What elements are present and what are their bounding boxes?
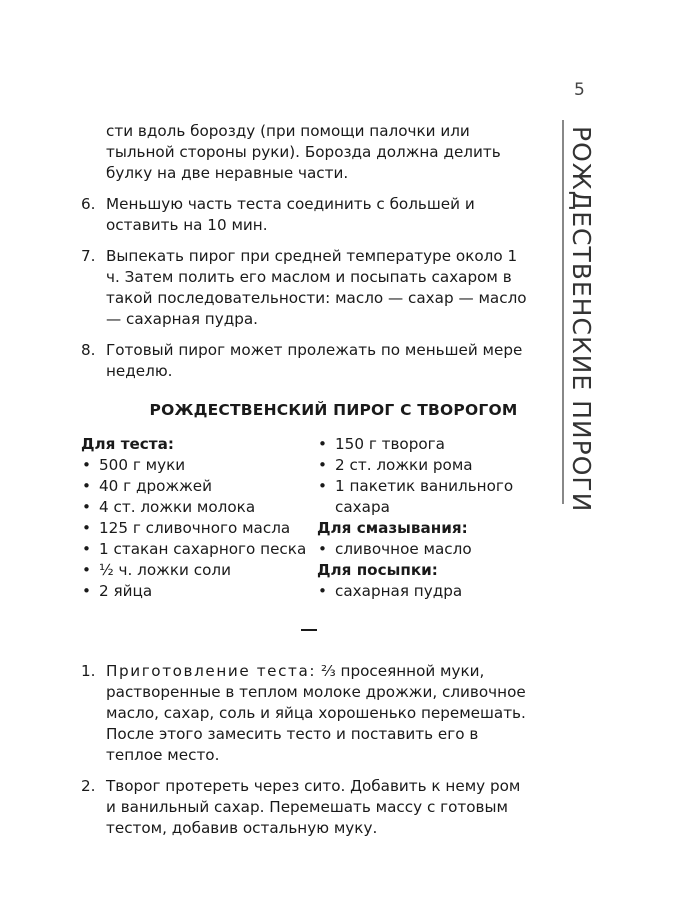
dough-list bbox=[81, 455, 317, 602]
step-lead: Приготовление теста: bbox=[106, 662, 317, 680]
ingredient-item: • 1 стакан сахарного песка bbox=[81, 539, 317, 560]
separator-dash bbox=[301, 629, 317, 631]
ingredient-item: • ½ ч. ложки соли bbox=[81, 560, 317, 581]
steps-bottom-list bbox=[81, 661, 531, 839]
step-item bbox=[81, 340, 531, 382]
step-number: 1. bbox=[81, 662, 96, 680]
page-number: 5 bbox=[574, 80, 585, 100]
dough-list-continued bbox=[317, 434, 531, 518]
step-text: Готовый пирог может пролежать по меньшей мере неделю. bbox=[106, 341, 523, 380]
ingredient-item: • 125 г сливочного масла bbox=[81, 518, 317, 539]
ingredients bbox=[81, 434, 531, 602]
greasing-list bbox=[317, 539, 531, 560]
dough-heading: Для теста: bbox=[81, 435, 174, 453]
step-number: 6. bbox=[81, 195, 96, 213]
steps-top-list bbox=[81, 194, 531, 382]
step-number: 7. bbox=[81, 247, 96, 265]
step-text: ⅔ просеянной муки, растворенные в теплом молоке дрожжи, сливочное масло, сахар, соль и яйца хорошенько перемешать. После этого замесить тесто и поставить его в теплое место. bbox=[106, 662, 526, 764]
topping-heading: Для посыпки: bbox=[317, 561, 438, 579]
step-text: Меньшую часть теста соединить с большей и оставить на 10 мин. bbox=[106, 195, 475, 234]
step-item bbox=[81, 194, 531, 236]
ingredient-item: • 40 г дрожжей bbox=[81, 476, 317, 497]
step-continuation: сти вдоль борозду (при помощи палочки или тыльной стороны руки). Борозда должна делить булку на две неравные части. bbox=[106, 122, 501, 182]
ingredient-item: • 1 пакетик ванильного сахара bbox=[317, 476, 531, 518]
page-content bbox=[81, 121, 531, 849]
step-item bbox=[81, 246, 531, 330]
ingredients-column-right bbox=[317, 434, 531, 602]
ingredient-item: • сахарная пудра bbox=[317, 581, 531, 602]
ingredient-item: • 2 ст. ложки рома bbox=[317, 455, 531, 476]
step-item bbox=[81, 776, 531, 839]
ingredient-item: • 150 г творога bbox=[317, 434, 531, 455]
step-number: 8. bbox=[81, 341, 96, 359]
recipe-title: РОЖДЕСТВЕНСКИЙ ПИРОГ С ТВОРОГОМ bbox=[149, 401, 518, 419]
step-item bbox=[81, 661, 531, 766]
ingredient-item: • 4 ст. ложки молока bbox=[81, 497, 317, 518]
step-text: Выпекать пирог при средней температуре около 1 ч. Затем полить его маслом и посыпать сахаром в такой последовательности: масло — сахар — масло — сахарная пудра. bbox=[106, 247, 527, 328]
greasing-heading: Для смазывания: bbox=[317, 519, 468, 537]
ingredients-column-left bbox=[81, 434, 317, 602]
ingredient-item: • 2 яйца bbox=[81, 581, 317, 602]
ingredient-item: • сливочное масло bbox=[317, 539, 531, 560]
topping-list bbox=[317, 581, 531, 602]
step-text: Творог протереть через сито. Добавить к нему ром и ванильный сахар. Перемешать массу с готовым тестом, добавив остальную муку. bbox=[106, 777, 521, 837]
step-number: 2. bbox=[81, 777, 96, 795]
section-title: РОЖДЕСТВЕНСКИЕ ПИРОГИ bbox=[567, 126, 596, 513]
ingredient-item: • 500 г муки bbox=[81, 455, 317, 476]
